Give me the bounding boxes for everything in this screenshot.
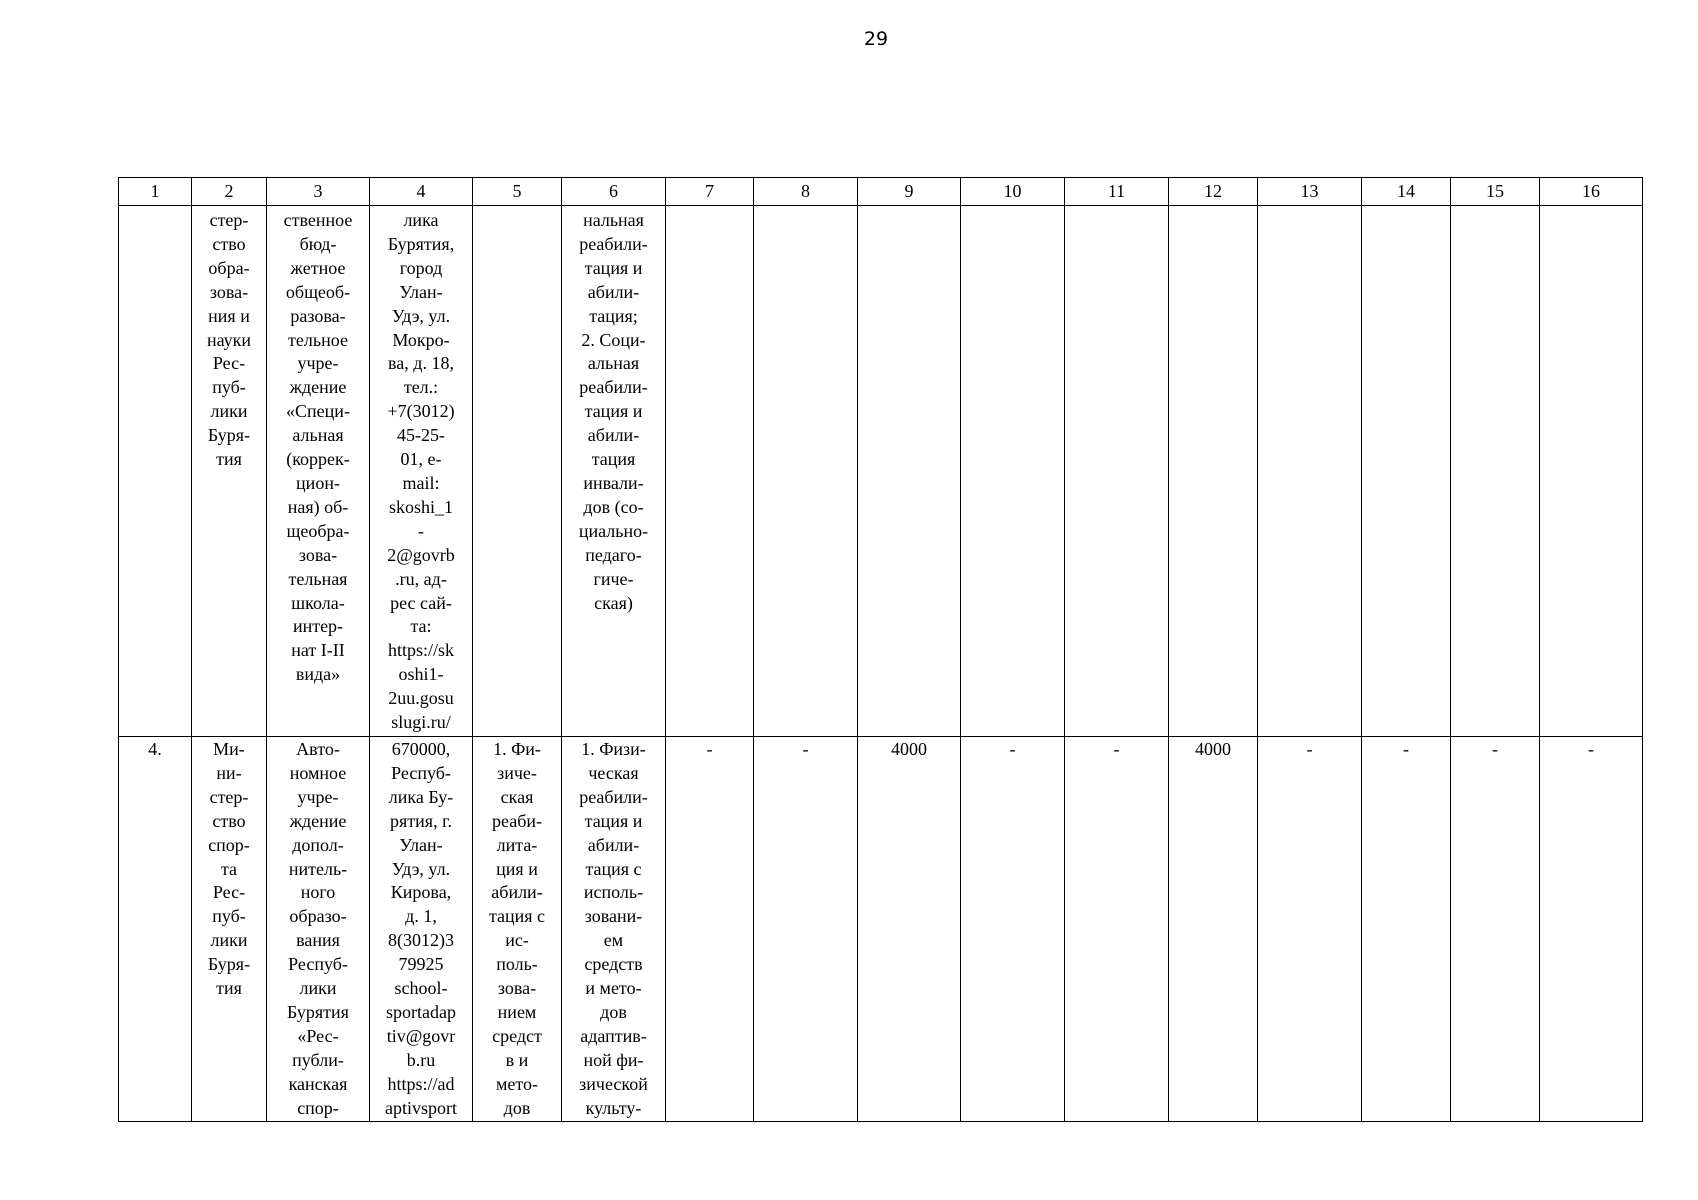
table-header-row	[119, 178, 1643, 206]
table-row	[119, 206, 1643, 737]
table-cell	[1258, 737, 1362, 1122]
table-cell	[1065, 206, 1169, 737]
cell-text: стер- ство обра- зова- ния и науки Рес- пуб- лики Буря- тия	[206, 210, 252, 470]
table-cell	[666, 737, 754, 1122]
table-cell	[267, 737, 370, 1122]
cell-text: 4.	[148, 739, 162, 759]
table-cell	[754, 206, 858, 737]
table-cell	[754, 737, 858, 1122]
cell-text: -	[1588, 739, 1594, 759]
cell-text: -	[706, 739, 713, 759]
table-cell	[666, 206, 754, 737]
cell-text: -	[1113, 739, 1120, 759]
table-cell	[858, 206, 961, 737]
header-cell: 2	[192, 178, 267, 206]
cell-text: -	[1009, 739, 1016, 759]
header-cell: 3	[267, 178, 370, 206]
cell-text: 1. Физи- ческая реабили- тация и абили- тация с исполь- зовани- ем средств и мето- дов адаптив- ной фи- зической культу-	[579, 739, 648, 1118]
cell-text: 1. Фи- зиче- ская реаби- лита- ция и абили- тация с ис- поль- зова- нием средст в и мето- дов	[488, 739, 546, 1118]
data-table	[118, 177, 1643, 1122]
table-cell	[119, 737, 192, 1122]
cell-text: лика Бурятия, город Улан- Удэ, ул. Мокро- ва, д. 18, тел.: +7(3012) 45-25- 01, e- mail: skoshi_1 - 2@govrb .ru, ад- рес сай- та: https://sk oshi1- 2uu.gosu slugi.ru/	[387, 210, 455, 733]
table-cell	[370, 737, 473, 1122]
table-cell	[119, 206, 192, 737]
cell-text: -	[802, 739, 809, 759]
table-cell	[1169, 737, 1258, 1122]
table-cell	[1451, 737, 1540, 1122]
table-cell	[267, 206, 370, 737]
cell-text: -	[1306, 739, 1313, 759]
table-row	[119, 737, 1643, 1122]
table-cell	[562, 206, 666, 737]
header-cell: 12	[1169, 178, 1258, 206]
page-number: 29	[863, 28, 889, 50]
table-cell	[961, 206, 1065, 737]
header-cell: 16	[1540, 178, 1643, 206]
cell-text: ственное бюд- жетное общеоб- разова- тельное учре- ждение «Специ- альная (коррек- цион- ная) об- щеобра- зова- тельная школа- интер- нат I-II вида»	[283, 210, 353, 685]
cell-text: -	[1403, 739, 1409, 759]
header-cell: 14	[1362, 178, 1451, 206]
table-cell	[473, 737, 562, 1122]
table-cell	[1169, 206, 1258, 737]
header-cell: 9	[858, 178, 961, 206]
cell-text: Авто- номное учре- ждение допол- нитель- ного образо- вания Респуб- лики Бурятия «Рес- публи- канская спор-	[287, 739, 349, 1118]
table-cell	[1540, 737, 1643, 1122]
table-cell	[1065, 737, 1169, 1122]
cell-text: Ми- ни- стер- ство спор- та Рес- пуб- лики Буря- тия	[207, 739, 251, 999]
header-cell: 13	[1258, 178, 1362, 206]
header-cell: 1	[119, 178, 192, 206]
table-cell	[858, 737, 961, 1122]
table-cell	[562, 737, 666, 1122]
table-cell	[192, 206, 267, 737]
table-cell	[370, 206, 473, 737]
table-cell	[473, 206, 562, 737]
cell-text: -	[1492, 739, 1498, 759]
table-cell	[1540, 206, 1643, 737]
header-cell: 4	[370, 178, 473, 206]
table-cell	[1362, 206, 1451, 737]
table-cell	[1258, 206, 1362, 737]
header-cell: 15	[1451, 178, 1540, 206]
header-cell: 11	[1065, 178, 1169, 206]
cell-text: 670000, Респуб- лика Бу- рятия, г. Улан- Удэ, ул. Кирова, д. 1, 8(3012)3 79925 school- sportadap tiv@govr b.ru https://ad aptivsport	[385, 739, 457, 1118]
cell-text: 4000	[1195, 739, 1231, 759]
header-cell: 5	[473, 178, 562, 206]
header-cell: 6	[562, 178, 666, 206]
table-cell	[961, 737, 1065, 1122]
cell-text: 4000	[891, 739, 927, 759]
table-cell	[1451, 206, 1540, 737]
header-cell: 7	[666, 178, 754, 206]
header-cell: 8	[754, 178, 858, 206]
table-cell	[192, 737, 267, 1122]
header-cell: 10	[961, 178, 1065, 206]
cell-text: нальная реабили- тация и абили- тация; 2. Соци- альная реабили- тация и абили- тация инвали- дов (со- циально- педаго- гиче- ская)	[578, 210, 649, 613]
table-cell	[1362, 737, 1451, 1122]
